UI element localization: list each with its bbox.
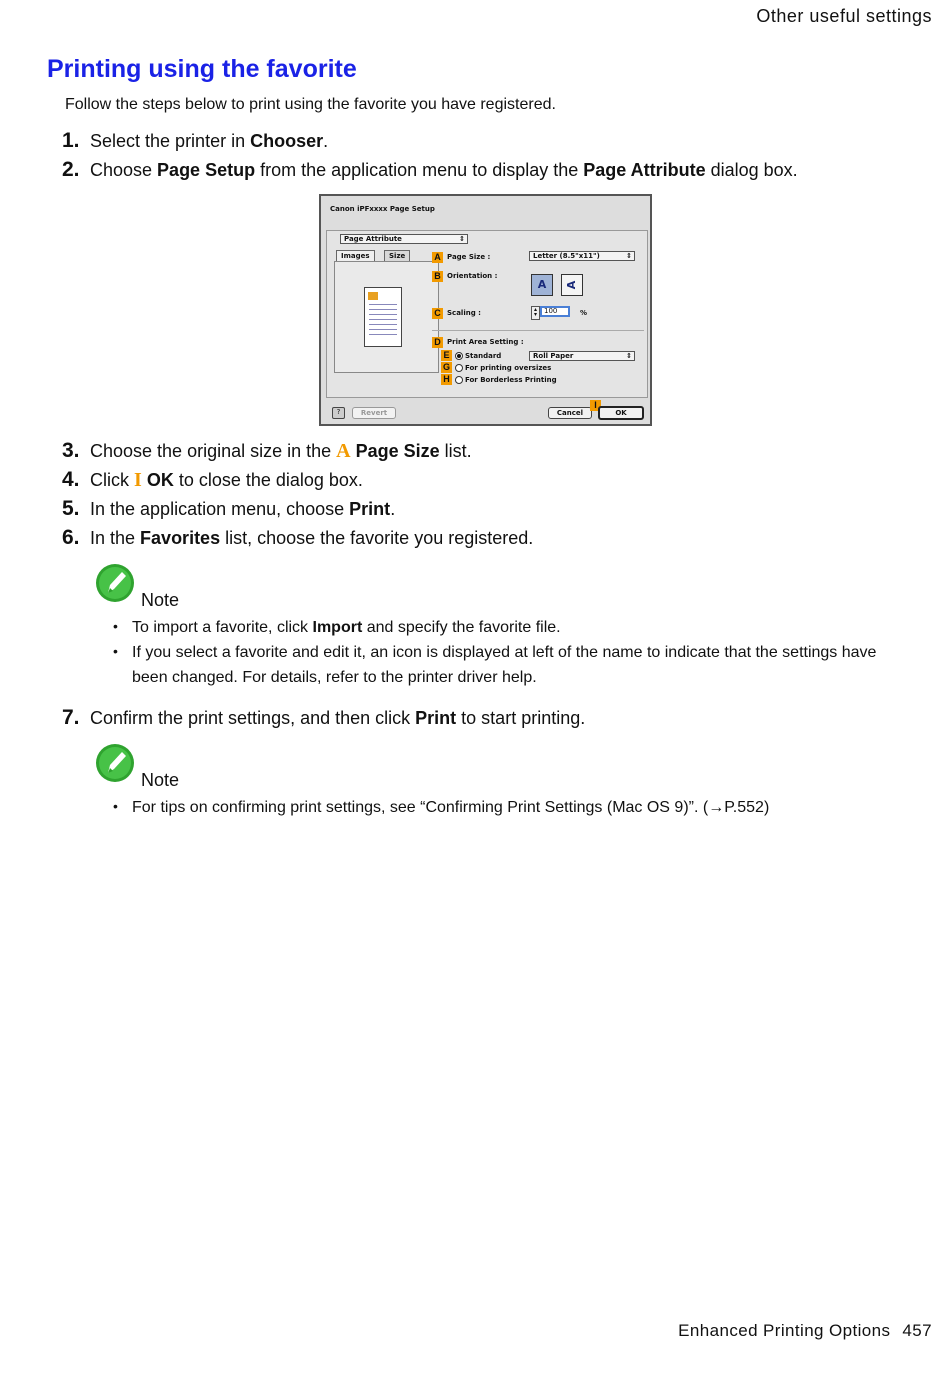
step-2: [62, 159, 798, 181]
step-keyword: Favorites: [140, 528, 221, 548]
step-text: In the application menu, choose: [90, 499, 350, 519]
step-number: 2.: [62, 158, 80, 181]
marker-i-inline: I: [134, 469, 142, 491]
marker-c: C: [432, 308, 443, 319]
marker-d: D: [432, 337, 443, 348]
page-number: 457: [902, 1321, 932, 1340]
note-bullet: • If you select a favorite and edit it, an icon is displayed at left of the name to indicate that the settings have been changed. For details, refer to the printer driver help.: [113, 640, 893, 690]
page-setup-dialog-screenshot: [319, 194, 652, 426]
step-text: Confirm the print settings, and then click: [90, 708, 416, 728]
paper-popup: [529, 351, 635, 361]
page-footer: [678, 1321, 932, 1341]
note-label: Note: [141, 770, 180, 790]
step-keyword: Chooser: [250, 131, 324, 151]
footer-chapter: Enhanced Printing Options: [678, 1321, 891, 1340]
orientation-label: Orientation :: [447, 272, 498, 280]
marker-h: H: [441, 374, 452, 385]
paper-value: Roll Paper: [533, 352, 574, 360]
scaling-input: 100: [540, 306, 570, 317]
step-number: 4.: [62, 468, 80, 491]
marker-b: B: [432, 271, 443, 282]
running-header: Other useful settings: [756, 6, 932, 26]
radio-borderless-icon: [455, 376, 463, 384]
dialog-title: Canon iPFxxxx Page Setup: [330, 205, 435, 213]
step-keyword: OK: [146, 470, 174, 490]
step-text: to start printing.: [456, 708, 586, 728]
step-text: In the: [90, 528, 141, 548]
radio-standard-label: Standard: [465, 352, 502, 360]
step-keyword: Page Attribute: [583, 160, 706, 180]
note-pencil-icon: [95, 563, 135, 603]
scaling-label: Scaling :: [447, 309, 481, 317]
ok-button: OK: [598, 406, 644, 420]
step-text: dialog box.: [705, 160, 798, 180]
note-bullets: [113, 615, 893, 690]
step-text: Select the printer in: [90, 131, 251, 151]
radio-borderless-label: For Borderless Printing: [465, 376, 557, 384]
step-text: list, choose the favorite you registered.: [220, 528, 534, 548]
revert-button: Revert: [352, 407, 396, 419]
panel-popup-value: Page Attribute: [344, 235, 402, 243]
paper-preview-icon: [364, 287, 402, 347]
step-text: list.: [439, 441, 472, 461]
popup-arrows-icon: ⇕: [626, 252, 632, 260]
step-text: to close the dialog box.: [173, 470, 363, 490]
print-area-label: Print Area Setting :: [447, 338, 524, 346]
radio-standard-icon: [455, 352, 463, 360]
step-6: [62, 527, 533, 549]
step-number: 6.: [62, 526, 80, 549]
orientation-landscape-icon: A: [561, 274, 583, 296]
note-keyword: Import: [312, 619, 363, 636]
note-bullets: [113, 795, 893, 820]
note-label: Note: [141, 590, 180, 610]
step-number: 3.: [62, 439, 80, 462]
step-text: from the application menu to display the: [255, 160, 584, 180]
step-keyword: Print: [415, 708, 457, 728]
step-3: [62, 440, 472, 462]
step-text: .: [323, 131, 329, 151]
radio-oversizes-label: For printing oversizes: [465, 364, 552, 372]
step-keyword: Page Setup: [157, 160, 256, 180]
step-1: [62, 130, 328, 152]
page-size-popup: [529, 251, 635, 261]
tab-images: Images: [336, 250, 375, 261]
marker-a-inline: A: [336, 440, 351, 462]
step-7: [62, 707, 585, 729]
marker-e: E: [441, 350, 452, 361]
step-4: [62, 469, 363, 491]
preview-image-icon: [368, 292, 378, 300]
note-bullet: • For tips on confirming print settings, see “Confirming Print Settings (Mac OS 9)”. (→P.552): [113, 795, 893, 820]
page-size-label: Page Size :: [447, 253, 491, 261]
tab-size: Size: [384, 250, 410, 261]
page-size-value: Letter (8.5"x11"): [533, 252, 600, 260]
help-icon: ?: [332, 407, 345, 419]
popup-arrows-icon: ⇕: [459, 235, 465, 243]
step-text: Choose the original size in the: [90, 441, 337, 461]
note-pencil-icon: [95, 743, 135, 783]
cancel-button: Cancel: [548, 407, 592, 419]
orientation-portrait-icon: A: [531, 274, 553, 296]
scaling-stepper-icon: ▴ ▾: [531, 306, 540, 320]
marker-g: G: [442, 362, 450, 372]
panel-popup-menu: [340, 234, 468, 244]
step-keyword: Print: [349, 499, 391, 519]
divider: [432, 330, 644, 331]
marker-a: A: [432, 252, 443, 263]
page-title: Printing using the favorite: [47, 55, 357, 83]
step-text: Choose: [90, 160, 158, 180]
step-number: 1.: [62, 129, 80, 152]
radio-oversizes-icon: [455, 364, 463, 372]
note-bullet: • To import a favorite, click Import and specify the favorite file.: [113, 615, 893, 640]
step-number: 5.: [62, 497, 80, 520]
step-5: [62, 498, 395, 520]
intro-text: Follow the steps below to print using the favorite you have registered.: [65, 96, 556, 113]
step-number: 7.: [62, 706, 80, 729]
step-text: Click: [90, 470, 134, 490]
step-text: .: [390, 499, 396, 519]
scaling-unit: %: [580, 309, 588, 317]
popup-arrows-icon: ⇕: [626, 352, 632, 360]
marker-i: I: [590, 400, 601, 411]
step-keyword: Page Size: [355, 441, 440, 461]
